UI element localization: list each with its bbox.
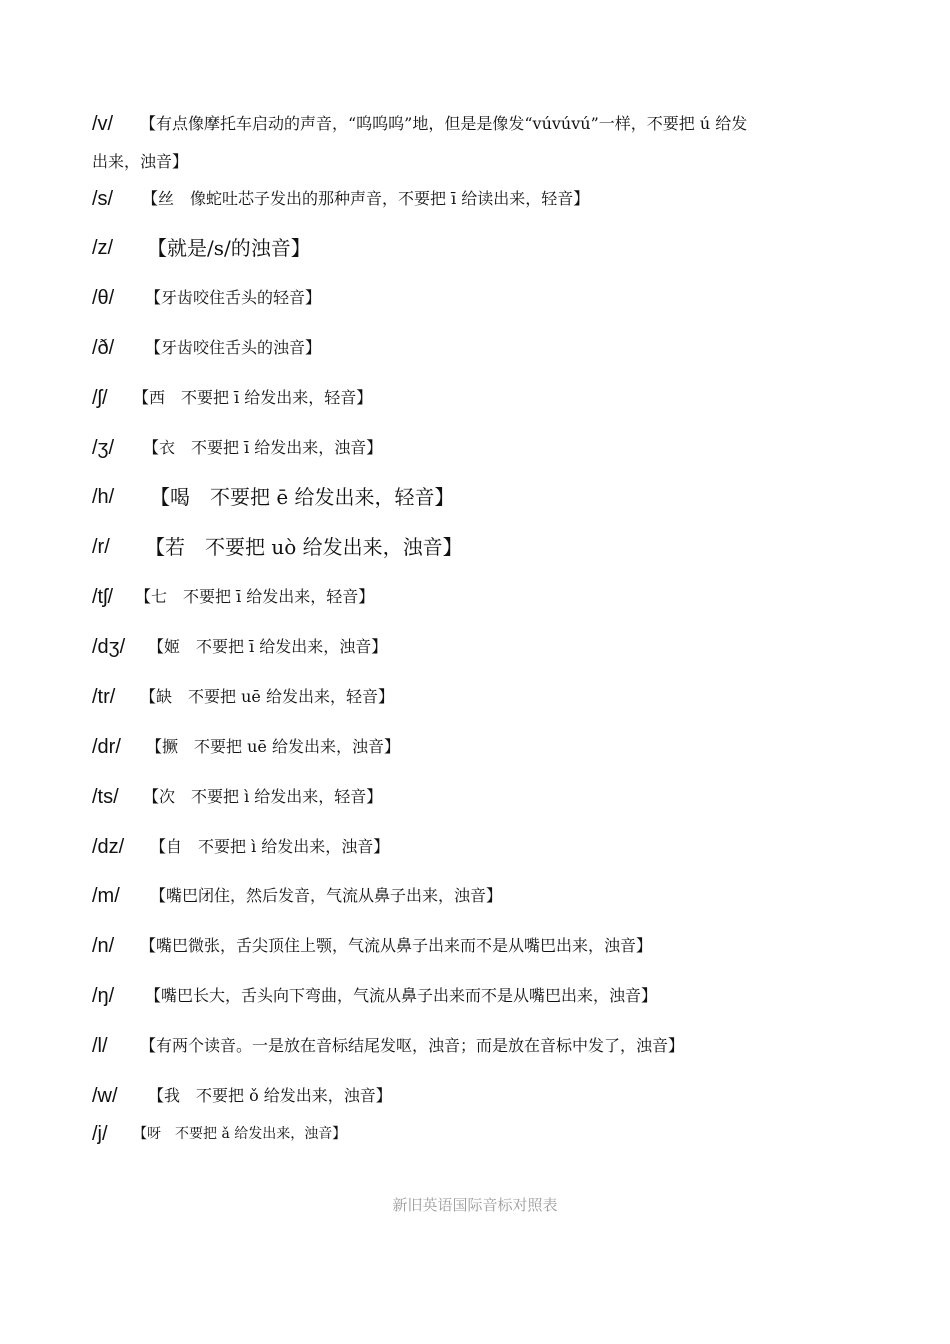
pronunciation-note: 【自 不要把 ì 给发出来，浊音】 — [150, 837, 390, 856]
pronunciation-note: 【就是/s/的浊音】 — [147, 236, 311, 260]
page-footer-title: 新旧英语国际音标对照表 — [392, 1196, 558, 1214]
pronunciation-note: 【丝 像蛇吐芯子发出的那种声音，不要把 ī 给读出来，轻音】 — [142, 189, 590, 208]
phonetic-symbol: /z/ — [92, 237, 114, 259]
phonetic-symbol: /n/ — [92, 935, 115, 957]
pronunciation-note: 【牙齿咬住舌头的轻音】 — [145, 288, 322, 307]
phonetic-symbol: /tr/ — [92, 686, 116, 708]
pronunciation-note: 【七 不要把 ī 给发出来，轻音】 — [135, 587, 375, 606]
phonetic-symbol: /w/ — [92, 1085, 118, 1107]
phonetic-symbol: /s/ — [92, 188, 114, 210]
phonetic-symbol: /v/ — [92, 113, 114, 135]
pronunciation-note: 【缺 不要把 uē 给发出来，轻音】 — [140, 687, 394, 706]
pronunciation-note: 【若 不要把 uò 给发出来，浊音】 — [145, 535, 463, 559]
phonetic-symbol: /dʒ/ — [92, 636, 126, 658]
phonetic-symbol: /h/ — [92, 486, 115, 508]
pronunciation-note: 【嘴巴闭住，然后发音，气流从鼻子出来，浊音】 — [150, 886, 503, 905]
pronunciation-note: 【西 不要把 ī 给发出来，轻音】 — [133, 388, 373, 407]
pronunciation-note: 【衣 不要把 ī 给发出来，浊音】 — [143, 438, 383, 457]
phonetic-symbol: /ð/ — [92, 337, 115, 359]
pronunciation-note-continuation: 出来，浊音】 — [92, 152, 189, 171]
pronunciation-note: 【牙齿咬住舌头的浊音】 — [145, 338, 322, 357]
pronunciation-note: 【嘴巴微张，舌尖顶住上颚，气流从鼻子出来而不是从嘴巴出来，浊音】 — [140, 936, 653, 955]
pronunciation-note: 【我 不要把 ǒ 给发出来，浊音】 — [148, 1086, 392, 1105]
phonetic-symbol: /j/ — [92, 1123, 108, 1145]
phonetic-symbol: /m/ — [92, 885, 120, 907]
pronunciation-note: 【呀 不要把 ǎ 给发出来，浊音】 — [133, 1126, 347, 1142]
phonetic-symbol: /ʒ/ — [92, 437, 115, 459]
pronunciation-note: 【撅 不要把 uē 给发出来，浊音】 — [146, 737, 400, 756]
phonetic-symbol: /θ/ — [92, 287, 115, 309]
phonetic-symbol: /tʃ/ — [92, 586, 114, 608]
phonetic-symbol: /dz/ — [92, 836, 125, 858]
phonetic-symbol: /ʃ/ — [92, 387, 108, 409]
phonetic-symbol: /l/ — [92, 1035, 108, 1057]
phonetic-symbol: /ts/ — [92, 786, 119, 808]
pronunciation-note: 【有两个读音。一是放在音标结尾发呕，浊音；而是放在音标中发了，浊音】 — [140, 1036, 685, 1055]
pronunciation-note: 【次 不要把 ì 给发出来，轻音】 — [143, 787, 383, 806]
pronunciation-note: 【姬 不要把 ī 给发出来，浊音】 — [148, 637, 388, 656]
phonetic-symbol: /ŋ/ — [92, 985, 115, 1007]
pronunciation-note: 【喝 不要把 ē 给发出来，轻音】 — [150, 485, 455, 509]
pronunciation-note: 【有点像摩托车启动的声音，“呜呜呜”地，但是是像发“vúvúvú”一样，不要把 ú 给发 — [140, 114, 748, 133]
phonetic-symbol: /r/ — [92, 536, 110, 558]
phonetic-symbol: /dr/ — [92, 736, 121, 758]
pronunciation-note: 【嘴巴长大，舌头向下弯曲，气流从鼻子出来而不是从嘴巴出来，浊音】 — [145, 986, 658, 1005]
